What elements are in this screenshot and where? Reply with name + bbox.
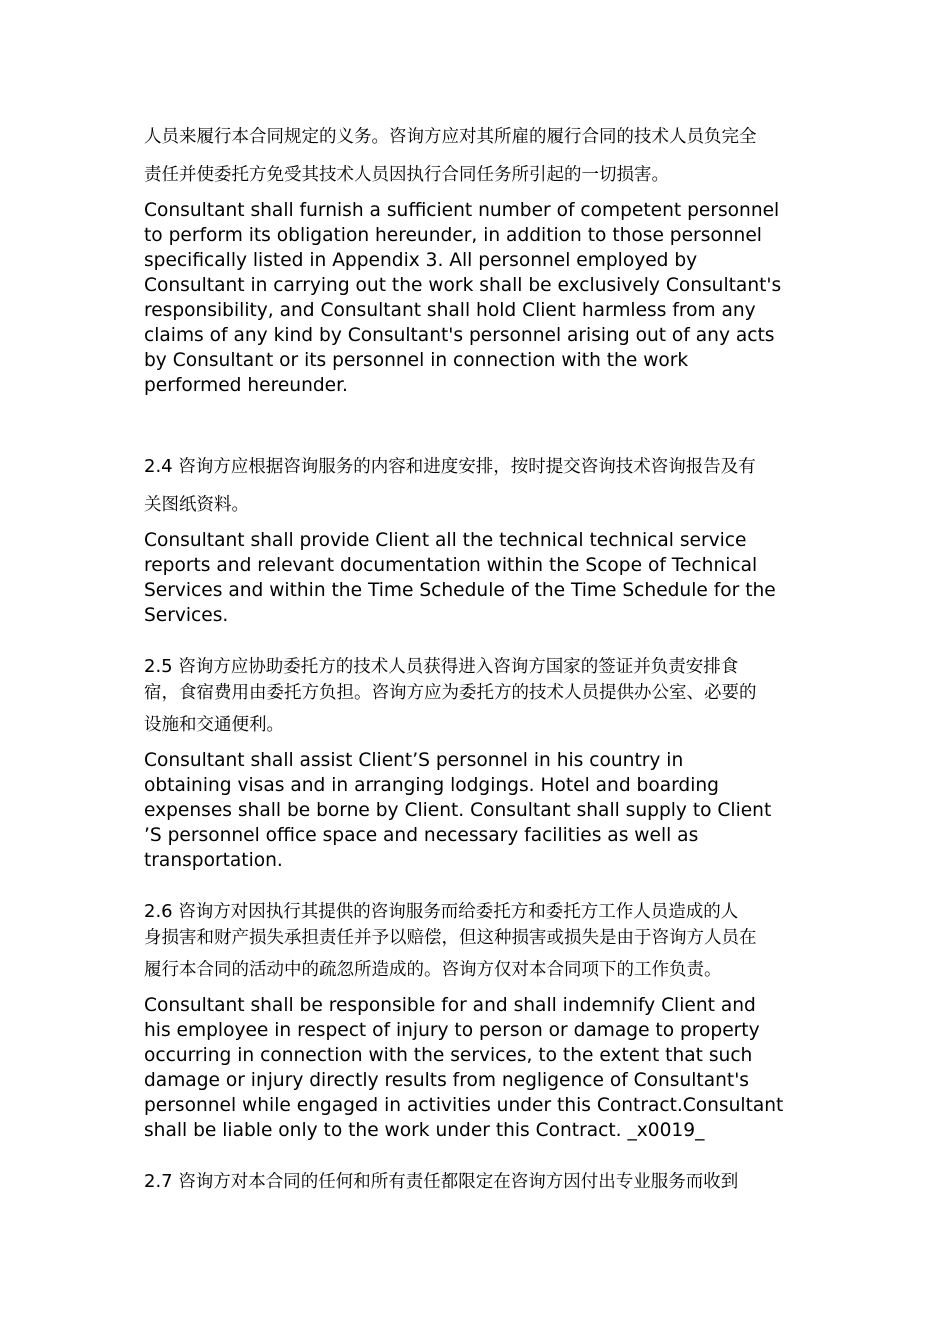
clause-2-5-chinese-text-cont: 设施和交通便利。: [144, 715, 284, 735]
intro-chinese-text: 人员来履行本合同规定的义务。咨询方应对其所雇的履行合同的技术人员负完全 责任并使委托方免受其技术人员因执行合同任务所引起的一切损害。: [144, 127, 757, 185]
clause-2-7-chinese-text: 2.7 咨询方对本合同的任何和所有责任都限定在咨询方因付出专业服务而收到: [144, 1171, 739, 1192]
clause-number: 2.5: [144, 656, 173, 677]
document-page: [144, 118, 810, 1195]
clause-number: 2.6: [144, 901, 173, 922]
clause-2-5-english-text: Consultant shall assist Client’S personnel in his country in obtaining visas and in arranging lodgings. Hotel and boarding expenses shall be borne by Client. Consultant shall supply to Client ’S personnel office space and necessary facilities as well as transportation.: [144, 750, 772, 871]
clause-2-4-chinese-text: 2.4 咨询方应根据咨询服务的内容和进度安排，按时提交咨询技术咨询报告及有 关图纸资料。: [144, 456, 756, 515]
clause-2-6-chinese-text: 2.6 咨询方对因执行其提供的咨询服务而给委托方和委托方工作人员造成的人 身损害和财产损失承担责任并予以赔偿，但这种损害或损失是由于咨询方人员在: [144, 901, 757, 948]
clause-2-6-english-text: Consultant shall be responsible for and shall indemnify Client and his employee in respect of injury to person or damage to property occurring in connection with the services, to the extent that such damage or injury directly results from negligence of Consultant's personnel while engaged in activities under this Contract.Consultant shall be liable only to the work under this Contract. _x0019_: [144, 995, 784, 1141]
clause-2-5-chinese-text: 2.5 咨询方应协助委托方的技术人员获得进入咨询方国家的签证并负责安排食 宿，食宿费用由委托方负担。咨询方应为委托方的技术人员提供办公室、必要的: [144, 656, 757, 703]
clause-2-4-english-text: Consultant shall provide Client all the technical technical service reports and relevant documentation within the Scope of Technical Services and within the Time Schedule of the Time Schedule for the Services.: [144, 530, 776, 626]
clause-number: 2.4: [144, 456, 173, 477]
intro-english-text: Consultant shall furnish a sufficient number of competent personnel to perform its obligation hereunder, in addition to those personnel specifically listed in Appendix 3. All personnel employed by Consultant in carrying out the work shall be exclusively Consultant's responsibility, and Consultant shall hold Client harmless from any claims of any kind by Consultant's personnel arising out of any acts by Consultant or its personnel in connection with the work performed hereunder.: [144, 200, 782, 396]
clause-number: 2.7: [144, 1171, 173, 1192]
clause-2-6-chinese-text-cont: 履行本合同的活动中的疏忽所造成的。咨询方仅对本合同项下的工作负责。: [144, 960, 722, 980]
